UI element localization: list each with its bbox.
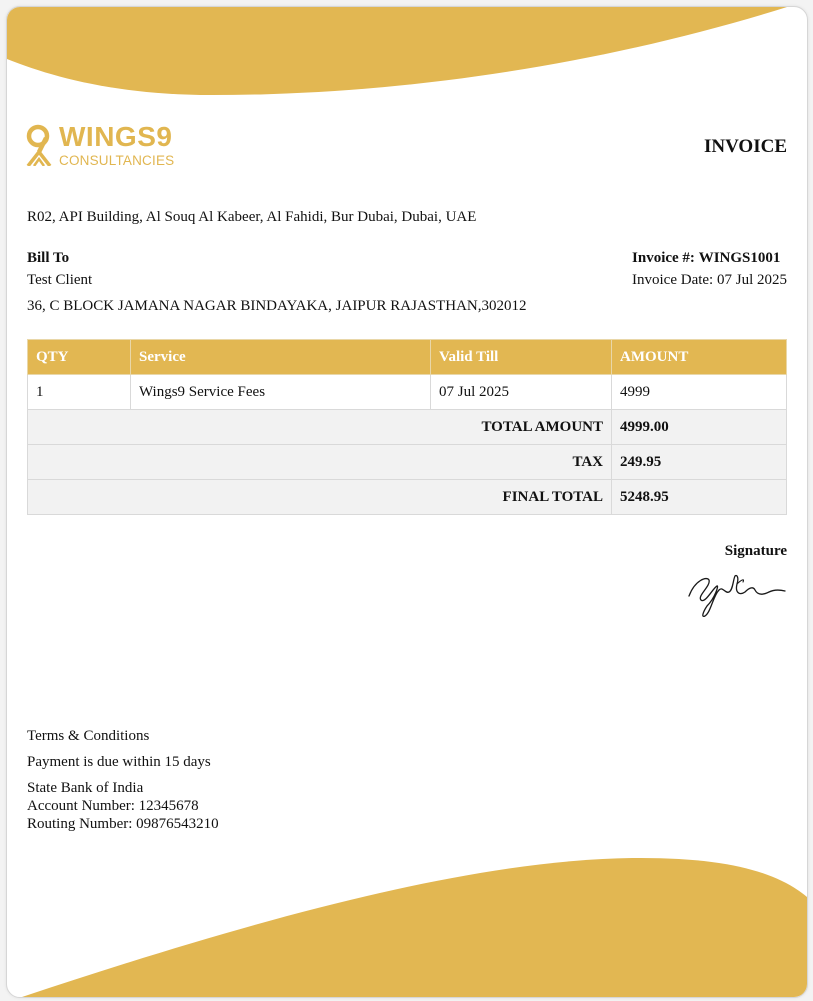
- bottom-wave-decoration: [7, 852, 807, 997]
- client-name: Test Client: [27, 272, 93, 288]
- signature-image: [683, 566, 787, 618]
- final-total-value: 5248.95: [612, 480, 787, 515]
- invoice-items-table: [27, 339, 787, 515]
- header-qty: QTY: [28, 340, 131, 375]
- company-address: R02, API Building, Al Souq Al Kabeer, Al Fahidi, Bur Dubai, Dubai, UAE: [27, 209, 477, 225]
- tax-label: TAX: [28, 445, 612, 480]
- cell-service: Wings9 Service Fees: [131, 375, 431, 410]
- terms-title: Terms & Conditions: [27, 728, 150, 744]
- bill-to-section: [27, 247, 527, 317]
- document-title: INVOICE: [703, 136, 787, 157]
- tax-row: [28, 445, 787, 480]
- invoice-page: [6, 6, 808, 998]
- invoice-date-line: [632, 269, 787, 291]
- invoice-meta: [632, 247, 787, 291]
- cell-qty: 1: [28, 375, 131, 410]
- terms-section: [27, 727, 219, 833]
- cell-amount: 4999: [612, 375, 787, 410]
- invoice-date-label: Invoice Date:: [632, 272, 714, 288]
- signature-block: [683, 543, 787, 618]
- table-header-row: [28, 340, 787, 375]
- invoice-number: WINGS1001: [698, 250, 781, 266]
- table-row: [28, 375, 787, 410]
- routing-number: Routing Number: 09876543210: [27, 816, 219, 832]
- total-amount-label: TOTAL AMOUNT: [28, 410, 612, 445]
- final-total-label: FINAL TOTAL: [28, 480, 612, 515]
- payment-terms: Payment is due within 15 days: [27, 754, 211, 770]
- brand-name: WINGS9: [59, 121, 173, 152]
- header-service: Service: [131, 340, 431, 375]
- total-amount-value: 4999.00: [612, 410, 787, 445]
- company-logo: [25, 123, 174, 168]
- total-amount-row: [28, 410, 787, 445]
- wings9-logo-icon: [25, 124, 53, 166]
- header-amount: AMOUNT: [612, 340, 787, 375]
- invoice-number-label: Invoice #:: [632, 250, 695, 266]
- client-address: 36, C BLOCK JAMANA NAGAR BINDAYAKA, JAIPUR RAJASTHAN,302012: [27, 298, 527, 314]
- bill-to-label: Bill To: [27, 250, 70, 266]
- bank-name: State Bank of India: [27, 780, 144, 796]
- account-number: Account Number: 12345678: [27, 798, 199, 814]
- tax-value: 249.95: [612, 445, 787, 480]
- final-total-row: [28, 480, 787, 515]
- invoice-date: 07 Jul 2025: [716, 272, 787, 288]
- cell-valid-till: 07 Jul 2025: [431, 375, 612, 410]
- signature-label: Signature: [724, 543, 787, 559]
- invoice-number-line: [632, 247, 787, 269]
- header-valid-till: Valid Till: [431, 340, 612, 375]
- brand-tagline: CONSULTANCIES: [59, 153, 175, 168]
- top-wave-decoration: [7, 7, 807, 107]
